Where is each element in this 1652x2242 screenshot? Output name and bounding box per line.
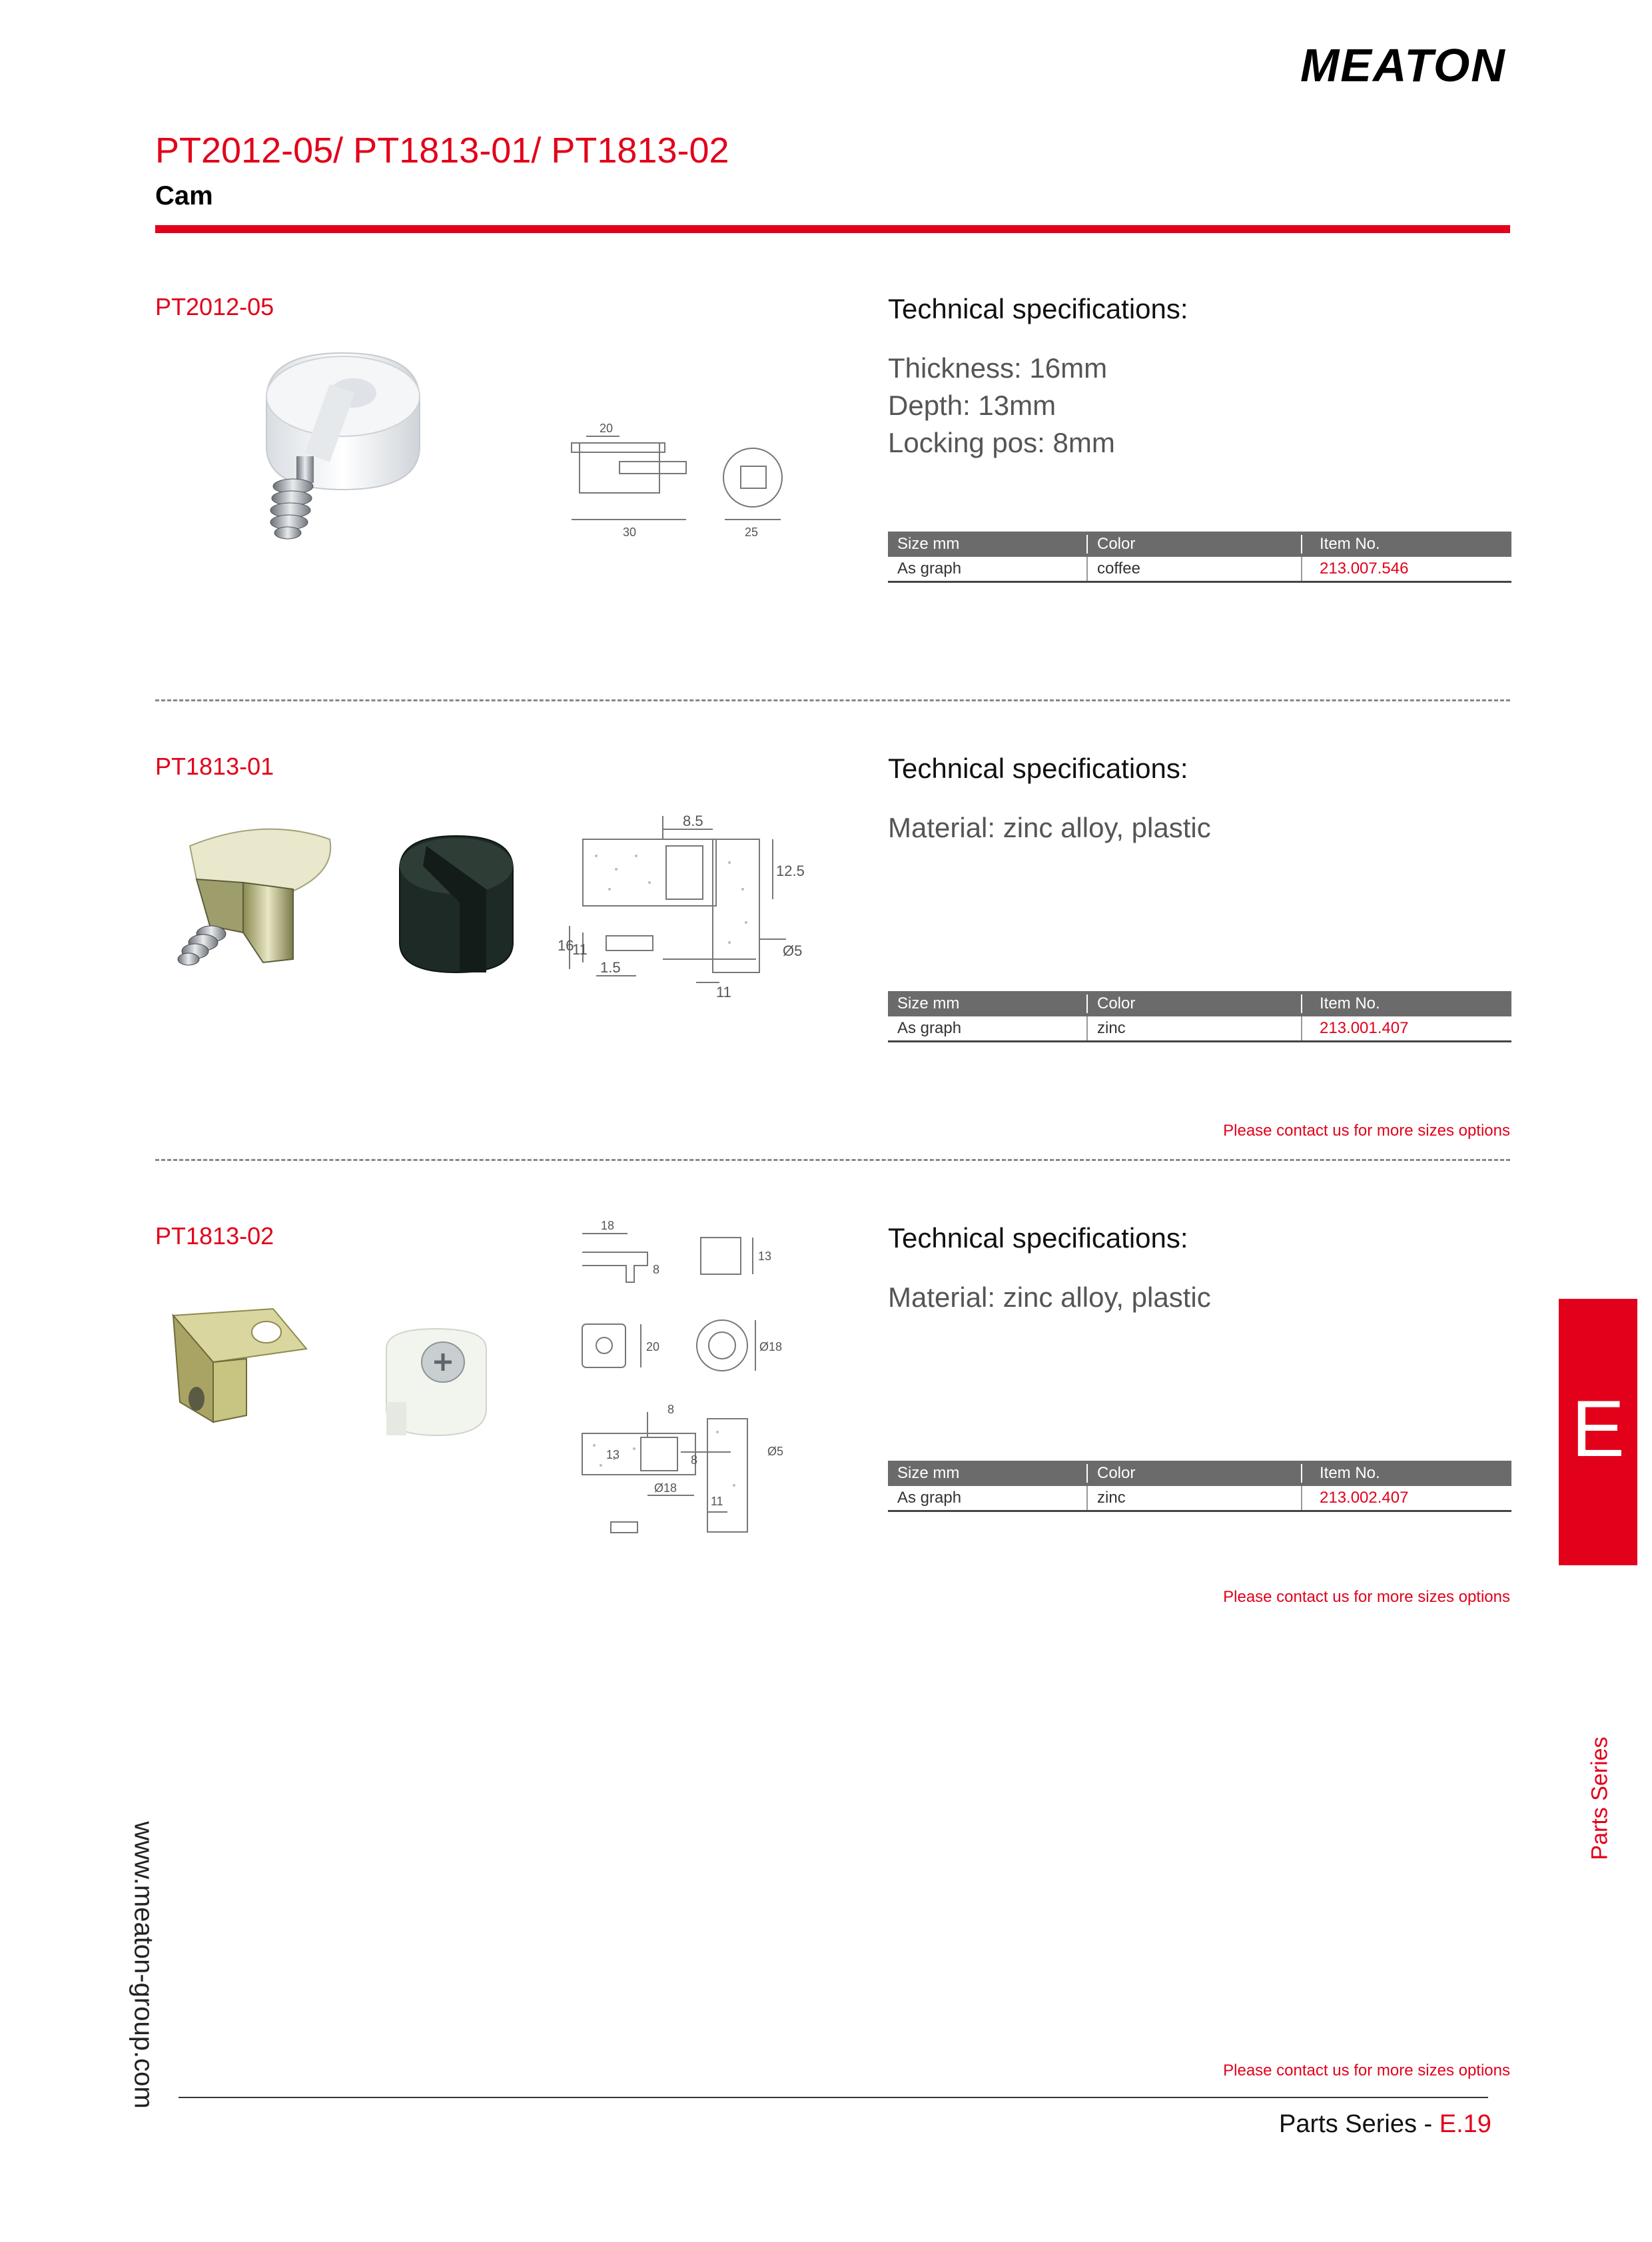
page-footer [1279,2110,1491,2139]
technical-drawing-pt1813-01 [556,809,809,1002]
product-photo-pt1813-01-metal [170,819,343,972]
footer-prefix: Parts Series - [1279,2110,1440,2138]
cell-item-no: 213.002.407 [1301,1486,1511,1510]
spec-table [888,991,1511,1042]
col-header-color: Color [1086,1464,1301,1483]
dim-label: 8 [667,1403,675,1416]
page-number: 19 [1463,2110,1491,2138]
website-url [120,1821,167,2109]
cell-color: coffee [1086,557,1301,581]
brand-logo [1300,39,1506,92]
dim-label: Ø18 [654,1481,677,1495]
dim-label: 20 [646,1340,660,1353]
col-header-size: Size mm [897,1464,960,1482]
section-tab-label-text: Parts Series [1587,1736,1613,1860]
spec-title: Technical specifications: [888,753,1188,784]
dim-label: Ø5 [767,1445,784,1458]
col-header-size: Size mm [897,994,960,1012]
spec-list [888,1279,1211,1316]
logo-text: MEATON [1300,39,1506,91]
cell-item-no: 213.007.546 [1301,557,1511,581]
contact-note: Please contact us for more sizes options [1223,2061,1510,2079]
technical-drawing-pt2012-05 [566,416,793,543]
spec-list [888,350,1115,462]
spec-line: Material: zinc alloy, plastic [888,1282,1211,1313]
cell-size: As graph [897,1489,962,1507]
product-photo-pt1813-02-metal [160,1302,313,1435]
table-row [888,557,1511,583]
product-photo-pt2012-05 [253,346,440,546]
spec-line: Material: zinc alloy, plastic [888,812,1211,843]
cell-item-no: 213.001.407 [1301,1016,1511,1040]
dim-label: 8.5 [683,813,703,829]
dim-label: 12.5 [776,863,805,879]
contact-note: Please contact us for more sizes options [1223,1588,1510,1606]
col-header-size: Size mm [897,535,960,553]
table-row [888,1016,1511,1042]
col-header-item: Item No. [1301,994,1511,1013]
table-header [888,991,1511,1016]
dim-label: 11 [572,941,588,958]
dim-label: 11 [711,1495,723,1508]
spec-line: Depth: 13mm [888,390,1056,421]
col-header-color: Color [1086,994,1301,1013]
cell-color: zinc [1086,1016,1301,1040]
product-photo-pt1813-02-plastic [373,1322,493,1449]
spec-table [888,1461,1511,1512]
website-url-text: www.meaton-group.com [129,1821,159,2109]
section-divider [155,1159,1510,1161]
spec-line: Locking pos: 8mm [888,427,1115,458]
dim-label: 30 [623,526,637,539]
section-divider [155,699,1510,701]
technical-drawing-pt1813-02 [574,1219,794,1545]
spec-line: Thickness: 16mm [888,352,1108,384]
dim-label: 25 [745,526,759,539]
dim-label: 13 [758,1250,772,1263]
cell-size: As graph [897,1019,962,1037]
spec-table [888,532,1511,583]
dim-label: 8 [691,1453,698,1467]
dim-label: 16 [558,937,574,954]
table-header [888,1461,1511,1486]
section-tab-letter: E [1571,1384,1625,1473]
dim-label: 13 [606,1448,620,1461]
table-header [888,532,1511,557]
spec-title: Technical specifications: [888,293,1188,324]
col-header-item: Item No. [1301,535,1511,554]
dim-label: 20 [600,422,614,435]
product-photo-pt1813-01-plastic [386,829,526,982]
table-row [888,1486,1511,1512]
dim-label: 1.5 [600,959,621,976]
dim-label: 18 [601,1219,615,1232]
page-subtitle: Cam [155,181,213,210]
section-tab-label [1580,1718,1620,1878]
dim-label: Ø18 [759,1340,783,1353]
header-divider [155,225,1510,233]
footer-letter: E. [1439,2110,1463,2138]
page-title: PT2012-05/ PT1813-01/ PT1813-02 [155,131,729,171]
dim-label: 8 [653,1263,660,1276]
col-header-color: Color [1086,535,1301,554]
footer-divider [179,2097,1488,2098]
section-code: PT1813-02 [155,1222,274,1250]
dim-label: Ø5 [783,942,803,959]
cell-size: As graph [897,560,962,577]
spec-title: Technical specifications: [888,1222,1188,1254]
section-code: PT2012-05 [155,293,274,320]
dim-label: 11 [716,984,731,1000]
contact-note: Please contact us for more sizes options [1223,1122,1510,1140]
spec-list [888,809,1211,847]
section-code: PT1813-01 [155,753,274,780]
cell-color: zinc [1086,1486,1301,1510]
col-header-item: Item No. [1301,1464,1511,1483]
